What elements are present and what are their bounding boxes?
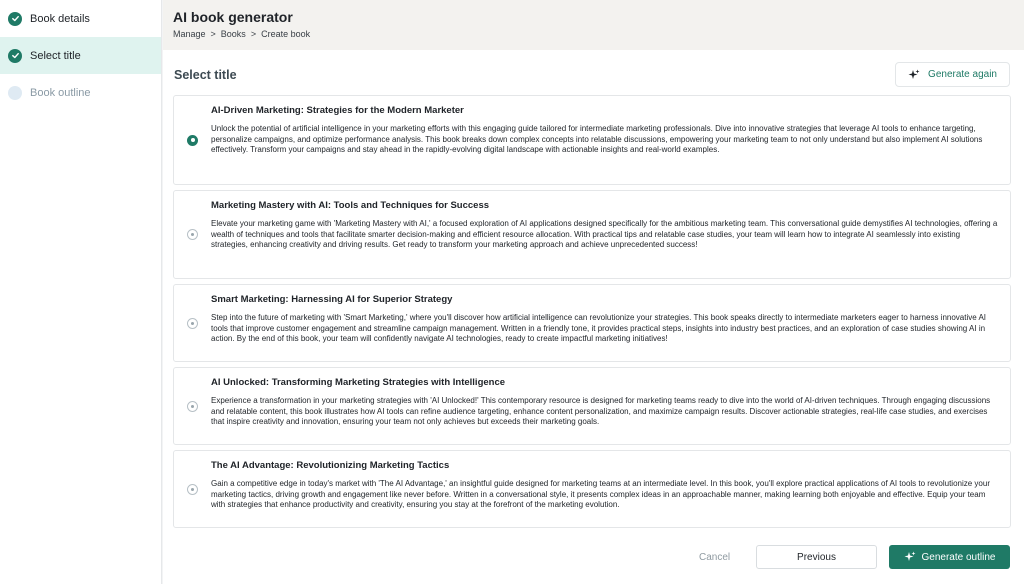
- step-label: Book details: [30, 12, 90, 25]
- steps-sidebar: [0, 0, 162, 584]
- step-select-title[interactable]: [0, 37, 161, 74]
- page-header: [163, 0, 1024, 50]
- step-label: Select title: [30, 49, 81, 62]
- check-circle-icon: [8, 49, 22, 63]
- breadcrumb-create-book: Create book: [261, 29, 311, 39]
- previous-button[interactable]: Previous: [756, 545, 877, 569]
- step-book-outline[interactable]: [0, 74, 161, 111]
- breadcrumb-separator: >: [250, 29, 257, 39]
- title-option[interactable]: [173, 95, 1011, 185]
- option-description: Elevate your marketing game with 'Marketing Mastery with AI,' a focused exploration of AI applications designed specifically for the ambitious marketing team. This conversational guide demystifies AI technologies, offering a wealth of techniques and tools that facilitate smarter decision-making and efficient resource allocation. With practical tips and relatable case studies, your team will learn how to integrate AI seamlessly into existing strategies, enhancing creativity and driving results. Get ready to transform your marketing approach and achieve unprecedented success!: [211, 219, 998, 249]
- main-panel: [163, 50, 1024, 584]
- generate-again-label: Generate again: [928, 69, 997, 80]
- radio-icon[interactable]: [187, 401, 198, 412]
- sparkle-icon: [904, 551, 916, 563]
- step-label: Book outline: [30, 86, 91, 99]
- breadcrumb-separator: >: [210, 29, 216, 39]
- cancel-button[interactable]: Cancel: [699, 552, 731, 563]
- option-description: Experience a transformation in your marketing strategies with 'AI Unlocked!' This contemporary resource is designed for marketing teams ready to dive into the world of AI-driven techniques. Through engaging discussions and relatable content, this book illustrates how AI tools can refine audience targeting, enhance content personalization, and maximize campaign results. Discover actionable strategies, real-life case studies, and exercises that inspire creativity and innovation, ensuring your team not only achieves but exceeds their marketing goals.: [211, 396, 991, 426]
- page-title: AI book generator: [173, 9, 293, 25]
- option-description: Unlock the potential of artificial intelligence in your marketing efforts with this engaging guide tailored for intermediate marketing professionals. Dive into innovative strategies that leverage AI tools to enhance targeting, personalize campaigns, and optimize performance analysis. This book breaks down complex concepts into relatable discussions, empowering your marketing team to not only understand but also implement AI solutions effectively. Transform your campaigns and stay ahead in the rapidly-evolving digital landscape with actionable insights and real-world examples.: [211, 124, 983, 154]
- option-title: AI Unlocked: Transforming Marketing Strategies with Intelligence: [211, 377, 506, 388]
- title-option[interactable]: [173, 367, 1011, 445]
- title-option[interactable]: [173, 284, 1011, 362]
- option-description: Step into the future of marketing with 'Smart Marketing,' where you'll discover how artificial intelligence can revolutionize your strategies. This book speaks directly to intermediate marketers eager to harness innovative AI tools that improve customer engagement and streamline campaign management. Written in a friendly tone, it provides practical steps, insights into industry best practices, and an exploration of case studies showing AI in action. By the end of this book, your team will confidently navigate AI technologies, ready to create impactful marketing initiatives!: [211, 313, 987, 343]
- option-title: The AI Advantage: Revolutionizing Marketing Tactics: [211, 460, 450, 471]
- radio-selected-icon[interactable]: [187, 135, 198, 146]
- option-title: Smart Marketing: Harnessing AI for Superior Strategy: [211, 294, 453, 305]
- title-option[interactable]: [173, 190, 1011, 279]
- radio-icon[interactable]: [187, 484, 198, 495]
- breadcrumb-manage[interactable]: Manage: [173, 29, 206, 39]
- generate-outline-button[interactable]: [889, 545, 1010, 569]
- generate-outline-label: Generate outline: [921, 551, 996, 563]
- option-description: Gain a competitive edge in today's market with 'The AI Advantage,' an insightful guide designed for marketing teams at an intermediate level. In this book, you'll explore practical applications of AI tools to revolutionize your marketing tactics, driving growth and engagement like never before. Written in a conversational style, it presents complex ideas in an approachable manner, making learning both enjoyable and effective. Equip your team with strategies that enhance productivity and creativity, ensuring you stay at the forefront of the marketing evolution.: [211, 479, 990, 509]
- step-book-details[interactable]: [0, 0, 161, 37]
- title-options-list: [173, 95, 1011, 533]
- radio-icon[interactable]: [187, 318, 198, 329]
- check-circle-icon: [8, 12, 22, 26]
- sparkle-icon: [908, 69, 920, 81]
- option-title: Marketing Mastery with AI: Tools and Techniques for Success: [211, 200, 490, 211]
- option-title: AI-Driven Marketing: Strategies for the Modern Marketer: [211, 105, 464, 116]
- empty-circle-icon: [8, 86, 22, 100]
- radio-icon[interactable]: [187, 229, 198, 240]
- breadcrumb: [173, 29, 1024, 39]
- breadcrumb-books[interactable]: Books: [220, 29, 246, 39]
- title-option[interactable]: [173, 450, 1011, 528]
- section-title: Select title: [174, 68, 237, 82]
- generate-again-button[interactable]: [895, 62, 1010, 87]
